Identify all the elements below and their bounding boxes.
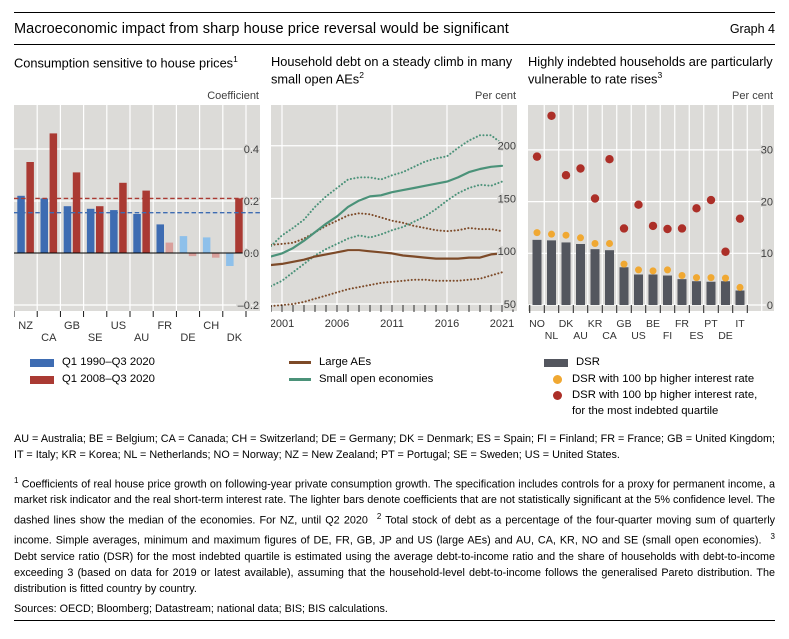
footnote-1-text: Coefficients of real house price growth on following-year private consumption growth. The specification includes controls for a proxy for permanent income, a market risk indicator and the real short-term interest rate. The lighter bars denote coefficients that are not statistically significant at the 5% confidence level. The dashed lines show the median of the economies. For NZ, until Q2 2020 [14, 478, 775, 527]
legend-item-dsr-100bp [544, 372, 774, 388]
sources-line: Sources: OECD; Bloomberg; Datastream; national data; BIS; BIS calculations. [14, 603, 388, 616]
panel-consumption [14, 54, 260, 420]
svg-text:SE: SE [87, 332, 103, 344]
panel-consumption-title: Consumption sensitive to house prices$^1$ [14, 54, 238, 71]
svg-text:2001: 2001 [271, 318, 295, 330]
legend-label: DSR [576, 356, 600, 368]
legend-item-q1-1990 [30, 355, 260, 371]
svg-text:DE: DE [180, 332, 196, 344]
legend-label: Q1 1990–Q3 2020 [62, 356, 155, 368]
svg-text:NO: NO [529, 318, 545, 330]
legend-item-small-open [287, 372, 517, 388]
title-underline [14, 44, 775, 45]
svg-text:CH: CH [203, 320, 220, 332]
footnotes [14, 473, 775, 598]
legend-item-q1-2008 [30, 372, 260, 388]
svg-text:AU: AU [133, 332, 150, 344]
svg-text:KR: KR [587, 318, 603, 330]
dsr-bar-dot-chart [528, 105, 774, 345]
legend-item-dsr-100bp-quartile [544, 388, 774, 419]
panel-dsr [528, 54, 774, 420]
graph-number-label: Graph 4 [729, 22, 775, 36]
panel-household-debt-legend [287, 355, 517, 387]
footnote-3-marker: 3 [770, 531, 775, 541]
svg-text:CA: CA [41, 332, 57, 344]
svg-text:150: 150 [497, 193, 516, 206]
green-line-swatch [289, 378, 311, 381]
svg-text:NZ: NZ [18, 320, 33, 332]
coefficient-axis-label: Coefficient [207, 90, 259, 102]
svg-text:CA: CA [602, 330, 617, 342]
panel-household-debt-title: Household debt on a steady climb in many small open AEs$^2$ [271, 54, 513, 86]
country-definitions: AU = Australia; BE = Belgium; CA = Canada; CH = Switzerland; DE = Germany; DK = Denmark; ES = Spain; FI = Finland; FR = France; GB = United Kingdom; IT = Italy; KR = Korea; NL = Netherlands; NO = Norway; NZ = New Zealand; PT = Portugal; SE = Sweden; US = United States. [14, 433, 775, 462]
svg-text:FI: FI [662, 330, 673, 342]
panel-dsr-title: Highly indebted households are particularly vulnerable to rate rises$^3$ [528, 54, 773, 86]
svg-text:FR: FR [157, 320, 173, 332]
svg-text:2006: 2006 [324, 318, 350, 330]
footnote-2-marker: 2 [376, 511, 382, 521]
svg-text:GB: GB [616, 318, 632, 330]
svg-text:NL: NL [544, 330, 559, 342]
legend-label: Small open economies [319, 372, 434, 385]
svg-text:50: 50 [503, 298, 516, 311]
svg-text:30: 30 [760, 144, 773, 157]
red-dot-swatch [553, 391, 562, 400]
svg-text:FR: FR [675, 318, 689, 330]
svg-text:2016: 2016 [434, 318, 460, 330]
consumption-bar-chart [14, 105, 260, 345]
footnote-3-text: Debt service ratio (DSR) for the most indebted quartile is estimated using the average debt-to-income ratio and the share of households with debt-to-income exceeding 3 (based on data for 2019 or latest available), assuming that the household-level debt-to-income follows the generalised Pareto distribution. The distribution is fitted country by country. [14, 550, 775, 596]
legend-item-dsr [544, 355, 774, 371]
svg-text:IT: IT [735, 318, 745, 330]
household-debt-line-chart [271, 105, 517, 345]
svg-text:0.4: 0.4 [243, 143, 259, 156]
svg-text:GB: GB [64, 320, 80, 332]
red-bar-swatch [30, 376, 54, 384]
svg-text:0.0: 0.0 [243, 247, 259, 260]
svg-text:PT: PT [704, 318, 718, 330]
footnote-ref-1: 1 [233, 54, 238, 64]
svg-text:0: 0 [766, 299, 773, 312]
legend-label: DSR with 100 bp higher interest rate [572, 372, 755, 385]
panel-consumption-legend [30, 355, 260, 387]
svg-text:–0.2: –0.2 [237, 299, 259, 312]
svg-text:ES: ES [689, 330, 704, 342]
panels-row [14, 54, 775, 420]
svg-text:100: 100 [497, 246, 516, 259]
svg-text:2021: 2021 [489, 318, 515, 330]
svg-text:BE: BE [645, 318, 661, 330]
legend-label: Q1 2008–Q3 2020 [62, 372, 155, 385]
legend-item-large-aes [287, 355, 517, 371]
svg-text:200: 200 [497, 140, 516, 153]
bottom-rule [14, 620, 775, 621]
percent-axis-label-middle: Per cent [475, 90, 516, 102]
legend-label: Large AEs [319, 356, 372, 368]
svg-text:DK: DK [226, 332, 243, 344]
svg-text:AU: AU [573, 330, 588, 342]
page-title: Macroeconomic impact from sharp house price reversal would be significant [14, 21, 509, 37]
svg-text:10: 10 [760, 248, 773, 261]
svg-text:0.2: 0.2 [243, 195, 259, 208]
percent-axis-label-right: Per cent [732, 90, 773, 102]
footnote-ref-3: 3 [657, 69, 663, 80]
yellow-dot-swatch [553, 375, 562, 384]
brown-line-swatch [289, 361, 311, 364]
gray-bar-swatch [544, 359, 568, 367]
blue-bar-swatch [30, 359, 54, 367]
svg-text:US: US [110, 320, 127, 332]
panel-dsr-legend [544, 355, 774, 419]
title-row [14, 13, 775, 44]
svg-text:DE: DE [718, 330, 733, 342]
legend-label: DSR with 100 bp higher interest rate, [572, 389, 758, 401]
svg-text:US: US [631, 330, 646, 342]
footnote-ref-2: 2 [359, 69, 364, 80]
svg-text:DK: DK [558, 318, 574, 330]
legend-label-line2: for the most indebted quartile [572, 404, 719, 417]
svg-text:2011: 2011 [380, 318, 404, 330]
footnote-2-text: Total stock of debt as a percentage of the four-quarter moving sum of quarterly income. Simple averages, minimum and maximum figures of DE, FR, GB, JP and US (large AEs) and AU, CA, KR, NO and SE (small open economies). [14, 514, 775, 547]
footnote-1-marker: 1 [14, 475, 19, 485]
panel-household-debt [271, 54, 517, 420]
svg-text:20: 20 [760, 196, 773, 209]
